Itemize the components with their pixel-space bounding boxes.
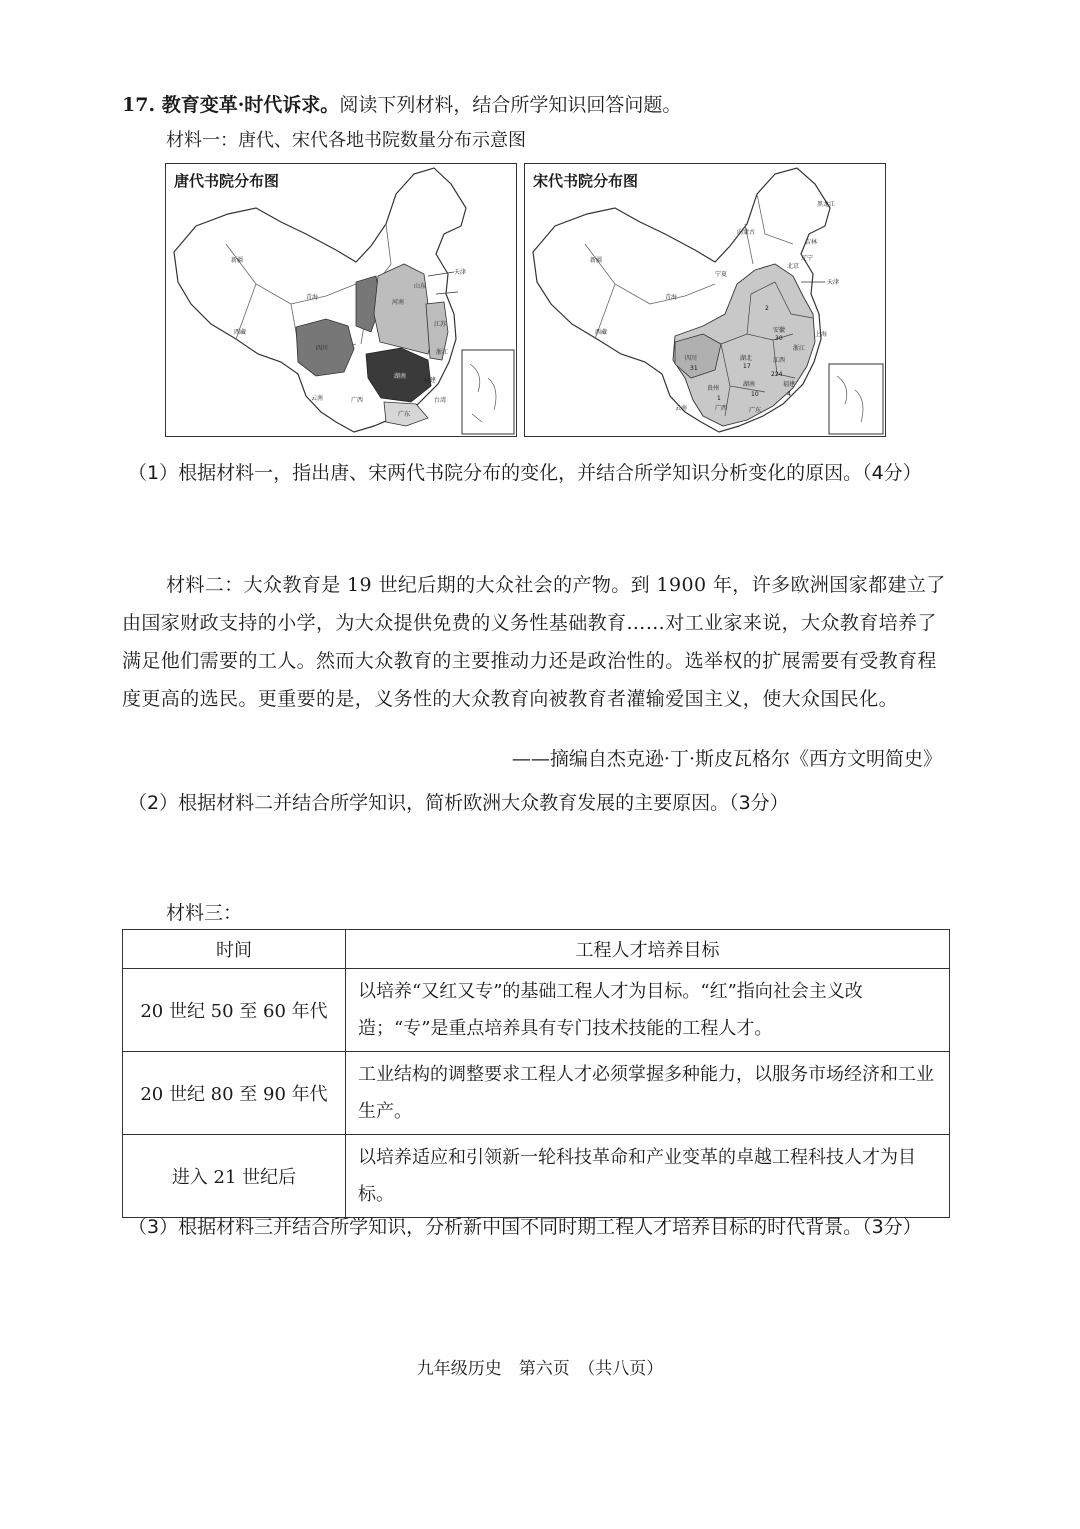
song-academy-map: [524, 163, 886, 437]
svg-text:四川: 四川: [685, 355, 698, 362]
svg-text:云南: 云南: [311, 395, 324, 402]
table-row: [123, 1052, 950, 1135]
question-title: [122, 90, 681, 117]
svg-text:湖南: 湖南: [394, 373, 407, 380]
svg-text:浙江: 浙江: [436, 349, 449, 356]
svg-text:山东: 山东: [414, 283, 427, 290]
svg-text:河南: 河南: [392, 299, 405, 306]
tang-map-title: 唐代书院分布图: [174, 172, 280, 190]
svg-text:福建: 福建: [424, 377, 437, 384]
row-goal: 工业结构的调整要求工程人才必须掌握多种能力，以服务市场经济和工业生产。: [346, 1052, 950, 1135]
tang-academy-map: [165, 163, 517, 437]
svg-text:青海: 青海: [306, 294, 319, 301]
svg-text:西藏: 西藏: [234, 329, 247, 336]
svg-text:西藏: 西藏: [595, 329, 608, 336]
svg-text:17: 17: [743, 363, 751, 370]
svg-text:湖北: 湖北: [740, 355, 753, 362]
svg-text:2: 2: [765, 305, 769, 312]
svg-text:江西: 江西: [773, 357, 786, 364]
row-time: 进入 21 世纪后: [123, 1135, 346, 1218]
material3-label: 材料三：: [166, 902, 243, 924]
svg-text:224: 224: [771, 371, 783, 378]
sub-question-2: （2）根据材料二并结合所学知识，简析欧洲大众教育发展的主要原因。（3分）: [128, 792, 789, 814]
table-row: [123, 1135, 950, 1218]
svg-text:上海: 上海: [815, 331, 828, 338]
sub-question-1: （1）根据材料一，指出唐、宋两代书院分布的变化，并结合所学知识分析变化的原因。（4分）: [128, 462, 922, 484]
question-topic: 教育变革·时代诉求。: [161, 94, 340, 116]
svg-text:31: 31: [690, 365, 698, 372]
row-time: 20 世纪 80 至 90 年代: [123, 1052, 346, 1135]
svg-text:福建: 福建: [783, 381, 796, 388]
svg-text:天津: 天津: [454, 269, 467, 276]
question-number: 17.: [122, 94, 156, 116]
svg-text:黑龙江: 黑龙江: [817, 201, 836, 208]
material2-label: 材料二：: [166, 574, 244, 596]
svg-text:台湾: 台湾: [434, 397, 447, 404]
table-header-row: [123, 930, 950, 969]
svg-text:四川: 四川: [316, 345, 329, 352]
svg-text:云南: 云南: [675, 405, 688, 412]
tang-map-graphic: [166, 164, 516, 436]
svg-text:4: 4: [787, 391, 791, 398]
header-goal: 工程人才培养目标: [346, 930, 950, 969]
material2-source: ——摘编自杰克逊·丁·斯皮瓦格尔《西方文明简史》: [511, 748, 942, 770]
svg-text:北京: 北京: [787, 263, 800, 270]
south-sea-inset: [462, 350, 514, 434]
material2-paragraph: [122, 566, 952, 718]
svg-text:青海: 青海: [665, 294, 678, 301]
engineering-goals-table: [122, 929, 950, 1218]
svg-text:天津: 天津: [827, 279, 840, 286]
svg-text:广西: 广西: [715, 405, 728, 412]
svg-text:新疆: 新疆: [590, 257, 603, 264]
svg-text:新疆: 新疆: [231, 257, 244, 264]
svg-text:江苏: 江苏: [434, 321, 447, 328]
svg-text:宁夏: 宁夏: [715, 271, 728, 278]
svg-text:安徽: 安徽: [773, 327, 786, 334]
svg-text:10: 10: [751, 391, 759, 398]
question-instruction: 阅读下列材料，结合所学知识回答问题。: [339, 94, 682, 116]
svg-text:浙江: 浙江: [793, 345, 806, 352]
page-footer: 九年级历史 第六页 （共八页）: [416, 1359, 664, 1379]
svg-text:内蒙古: 内蒙古: [737, 229, 756, 236]
svg-text:广西: 广西: [351, 397, 364, 404]
svg-text:广东: 广东: [398, 411, 411, 418]
row-time: 20 世纪 50 至 60 年代: [123, 969, 346, 1052]
material1-label: 材料一：唐代、宋代各地书院数量分布示意图: [166, 130, 526, 151]
row-goal: 以培养适应和引领新一轮科技革命和产业变革的卓越工程科技人才为目标。: [346, 1135, 950, 1218]
sub-question-3: （3）根据材料三并结合所学知识，分析新中国不同时期工程人才培养目标的时代背景。（3分）: [128, 1216, 922, 1238]
song-map-graphic: [525, 164, 885, 436]
table-row: [123, 969, 950, 1052]
header-time: 时间: [123, 930, 346, 969]
svg-text:吉林: 吉林: [805, 239, 818, 246]
row-goal: 以培养“又红又专”的基础工程人才为目标。“红”指向社会主义改造；“专”是重点培养具有专门技术技能的工程人才。: [346, 969, 950, 1052]
svg-text:湖南: 湖南: [743, 381, 756, 388]
south-sea-inset: [829, 364, 883, 434]
svg-text:广东: 广东: [749, 407, 762, 414]
svg-text:1: 1: [717, 395, 721, 402]
svg-text:贵州: 贵州: [707, 385, 720, 392]
svg-text:辽宁: 辽宁: [801, 255, 814, 262]
svg-text:30: 30: [775, 335, 783, 342]
material2-text: 大众教育是 19 世纪后期的大众社会的产物。到 1900 年，许多欧洲国家都建立了由国家财政支持的小学，为大众提供免费的义务性基础教育……对工业家来说，大众教育培养了满足他们需要的工人。然而大众教育的主要推动力还是政治性的。选举权的扩展需要有受教育程度更高的选民。更重要的是，义务性的大众教育向被教育者灌输爱国主义，使大众国民化。: [122, 574, 946, 710]
song-map-title: 宋代书院分布图: [533, 172, 639, 190]
